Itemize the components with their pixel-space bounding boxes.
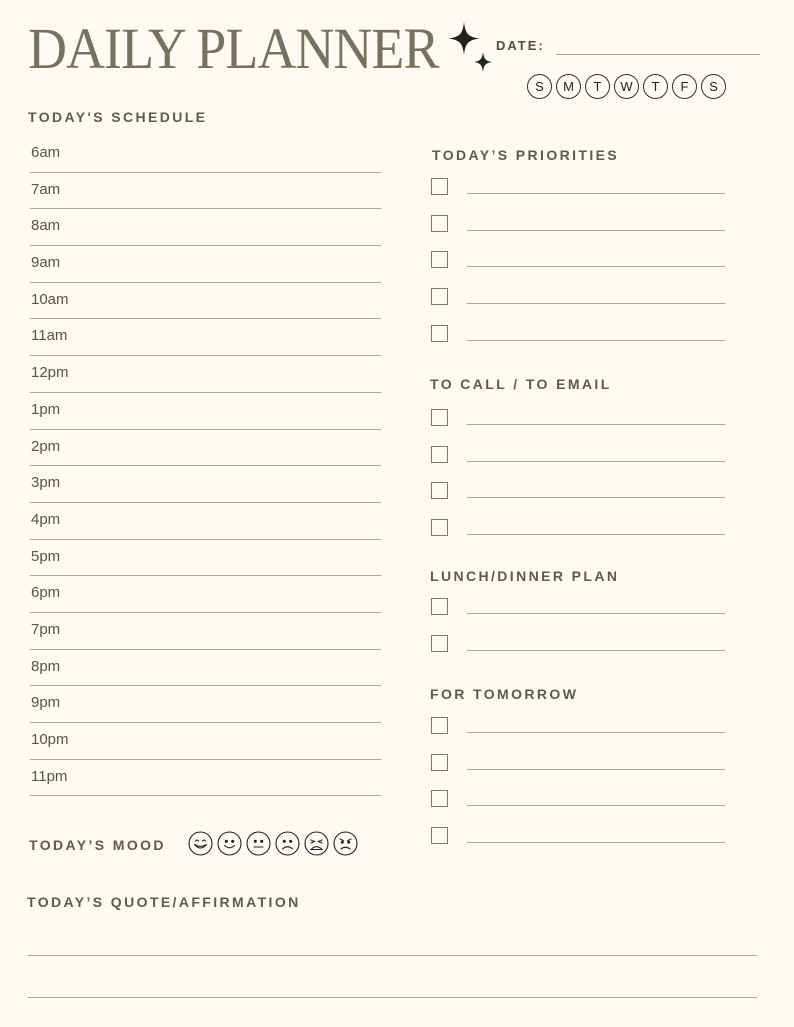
checkbox[interactable]: [431, 251, 448, 268]
time-label: 4pm: [31, 510, 61, 528]
call-email-checklist: [431, 403, 725, 550]
schedule-list: [30, 136, 381, 796]
schedule-slot[interactable]: [30, 356, 381, 393]
weekday-selector: [527, 74, 726, 99]
checkbox[interactable]: [431, 178, 448, 195]
time-label: 8pm: [31, 657, 61, 675]
checkbox[interactable]: [431, 790, 448, 807]
write-in-line[interactable]: [467, 613, 725, 614]
checklist-item: [431, 476, 725, 513]
schedule-slot[interactable]: [30, 209, 381, 246]
schedule-slot[interactable]: [30, 319, 381, 356]
checklist-item: [431, 821, 725, 858]
checkbox[interactable]: [431, 215, 448, 232]
weekday-circle[interactable]: M: [556, 74, 581, 99]
time-label: 7pm: [31, 620, 61, 638]
schedule-slot[interactable]: [30, 283, 381, 320]
happy-face-icon[interactable]: [217, 831, 242, 856]
write-in-line[interactable]: [467, 497, 725, 498]
tomorrow-checklist: [431, 711, 725, 858]
checkbox[interactable]: [431, 409, 448, 426]
write-in-line[interactable]: [467, 193, 725, 194]
checklist-item: [431, 209, 725, 246]
write-in-line[interactable]: [467, 650, 725, 651]
checkbox[interactable]: [431, 446, 448, 463]
checkbox[interactable]: [431, 598, 448, 615]
time-label: 6pm: [31, 584, 61, 602]
time-label: 9am: [31, 254, 61, 272]
schedule-slot[interactable]: [30, 246, 381, 283]
checklist-item: [431, 172, 725, 209]
write-in-line[interactable]: [467, 732, 725, 733]
time-label: 8am: [31, 217, 61, 235]
weekday-circle[interactable]: W: [614, 74, 639, 99]
write-in-line[interactable]: [467, 266, 725, 267]
checklist-item: [431, 440, 725, 477]
schedule-slot[interactable]: [30, 613, 381, 650]
checklist-item: [431, 319, 725, 356]
neutral-face-icon[interactable]: [246, 831, 271, 856]
checkbox[interactable]: [431, 325, 448, 342]
mood-heading: TODAY’S MOOD: [29, 837, 166, 853]
weekday-circle[interactable]: F: [672, 74, 697, 99]
mood-selector: [188, 831, 358, 856]
schedule-heading: TODAY'S SCHEDULE: [28, 109, 208, 125]
quote-line[interactable]: [28, 955, 757, 956]
schedule-slot[interactable]: [30, 650, 381, 687]
time-label: 12pm: [31, 364, 69, 382]
checkbox[interactable]: [431, 482, 448, 499]
crying-face-icon[interactable]: [304, 831, 329, 856]
weekday-circle[interactable]: T: [585, 74, 610, 99]
time-label: 11am: [31, 327, 68, 345]
schedule-slot[interactable]: [30, 466, 381, 503]
checkbox[interactable]: [431, 717, 448, 734]
checkbox[interactable]: [431, 519, 448, 536]
quote-heading: TODAY’S QUOTE/AFFIRMATION: [27, 894, 301, 910]
time-label: 2pm: [31, 437, 61, 455]
time-label: 6am: [31, 144, 61, 161]
write-in-line[interactable]: [467, 461, 725, 462]
checklist-item: [431, 513, 725, 550]
checklist-item: [431, 245, 725, 282]
time-label: 5pm: [31, 547, 61, 565]
angry-face-icon[interactable]: [333, 831, 358, 856]
quote-line[interactable]: [28, 997, 757, 998]
checkbox[interactable]: [431, 827, 448, 844]
schedule-slot[interactable]: [30, 136, 381, 173]
priorities-heading: TODAY’S PRIORITIES: [432, 147, 620, 163]
weekday-circle[interactable]: S: [701, 74, 726, 99]
time-label: 3pm: [31, 474, 61, 492]
time-label: 7am: [31, 180, 61, 198]
write-in-line[interactable]: [467, 303, 725, 304]
write-in-line[interactable]: [467, 769, 725, 770]
schedule-slot[interactable]: [30, 430, 381, 467]
date-field[interactable]: [556, 54, 760, 55]
write-in-line[interactable]: [467, 340, 725, 341]
sad-face-icon[interactable]: [275, 831, 300, 856]
write-in-line[interactable]: [467, 424, 725, 425]
time-label: 1pm: [31, 400, 61, 418]
schedule-slot[interactable]: [30, 173, 381, 210]
schedule-slot[interactable]: [30, 540, 381, 577]
checklist-item: [431, 592, 725, 629]
checklist-item: [431, 748, 725, 785]
meal-plan-checklist: [431, 592, 725, 665]
checklist-item: [431, 403, 725, 440]
very-happy-face-icon[interactable]: [188, 831, 213, 856]
schedule-slot[interactable]: [30, 686, 381, 723]
call-email-heading: TO CALL / TO EMAIL: [430, 376, 612, 392]
checklist-item: [431, 711, 725, 748]
schedule-slot[interactable]: [30, 393, 381, 430]
sparkle-icon: [446, 20, 496, 76]
checklist-item: [431, 784, 725, 821]
priorities-checklist: [431, 172, 725, 355]
weekday-circle[interactable]: T: [643, 74, 668, 99]
write-in-line[interactable]: [467, 842, 725, 843]
write-in-line[interactable]: [467, 805, 725, 806]
time-label: 11pm: [31, 767, 68, 785]
weekday-circle[interactable]: S: [527, 74, 552, 99]
schedule-slot[interactable]: [30, 503, 381, 540]
page-title: DAILY PLANNER: [28, 16, 439, 81]
date-label: DATE:: [496, 38, 545, 53]
schedule-slot[interactable]: [30, 576, 381, 613]
schedule-slot[interactable]: [30, 760, 381, 797]
checklist-item: [431, 629, 725, 666]
tomorrow-heading: FOR TOMORROW: [430, 686, 579, 702]
checklist-item: [431, 282, 725, 319]
checkbox[interactable]: [431, 635, 448, 652]
checkbox[interactable]: [431, 288, 448, 305]
write-in-line[interactable]: [467, 230, 725, 231]
time-label: 9pm: [31, 694, 61, 712]
write-in-line[interactable]: [467, 534, 725, 535]
schedule-slot[interactable]: [30, 723, 381, 760]
meal-plan-heading: LUNCH/DINNER PLAN: [430, 568, 620, 584]
time-label: 10am: [31, 290, 69, 308]
checkbox[interactable]: [431, 754, 448, 771]
time-label: 10pm: [31, 731, 69, 748]
